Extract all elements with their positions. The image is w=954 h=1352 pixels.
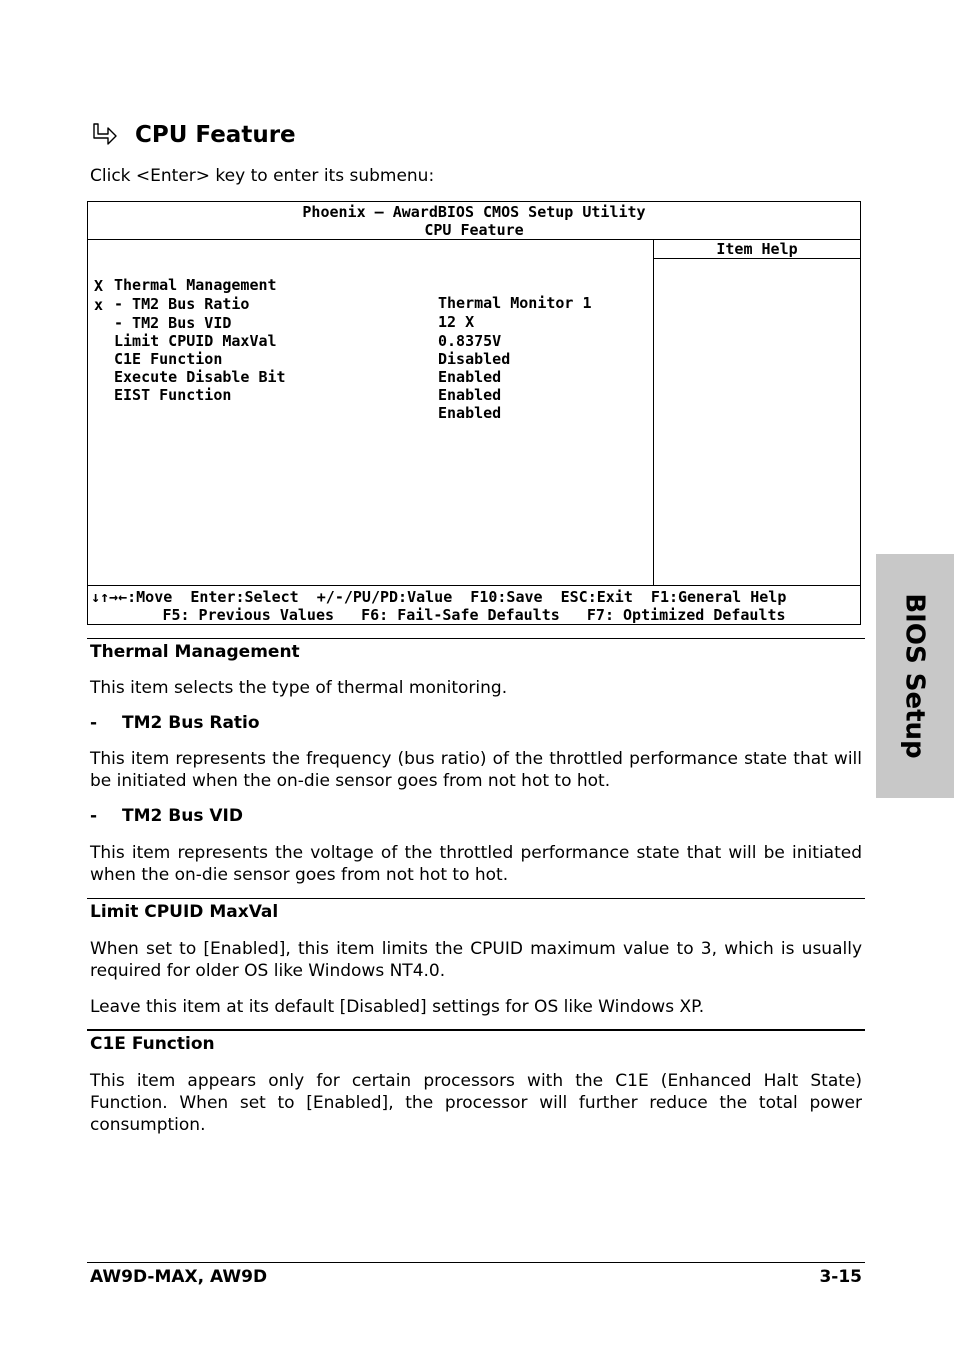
divider bbox=[87, 898, 865, 899]
item-help-divider bbox=[654, 258, 860, 259]
bios-footer-divider bbox=[88, 585, 860, 586]
row-label: - TM2 Bus Ratio bbox=[114, 295, 250, 313]
bios-screen bbox=[87, 201, 861, 625]
row-label: EIST Function bbox=[114, 386, 232, 404]
hollow-arrow-icon bbox=[90, 122, 118, 148]
bios-header-title: Phoenix – AwardBIOS CMOS Setup Utility bbox=[302, 203, 646, 221]
divider bbox=[87, 1029, 865, 1031]
footer-model: AW9D-MAX, AW9D bbox=[90, 1267, 268, 1287]
tm2-bus-vid-heading bbox=[90, 806, 243, 826]
tm2-bus-vid-title: TM2 Bus VID bbox=[122, 806, 243, 826]
bios-key-help-line1: ↓↑→←:Move Enter:Select +/-/PU/PD:Value F10:Save ESC:Exit F1:General Help bbox=[91, 588, 787, 606]
row-label: C1E Function bbox=[114, 350, 223, 368]
limit-cpuid-heading: Limit CPUID MaxVal bbox=[90, 902, 279, 922]
dash: - bbox=[90, 806, 98, 826]
page-number: 3-15 bbox=[819, 1267, 862, 1287]
c1e-function-text: This item appears only for certain processors with the C1E (Enhanced Halt State) Function. When set to [Enabled], the processor will further reduce the total power consumption. bbox=[90, 1071, 862, 1135]
thermal-management-heading: Thermal Management bbox=[90, 642, 300, 662]
row-label: Thermal Management bbox=[114, 276, 277, 294]
bios-header-subtitle: CPU Feature bbox=[424, 221, 524, 239]
row-label: - TM2 Bus VID bbox=[114, 314, 232, 332]
row-mark: X bbox=[94, 277, 104, 295]
row-value[interactable]: Enabled bbox=[438, 386, 502, 404]
row-mark: x bbox=[94, 296, 104, 314]
limit-cpuid-default-text: Leave this item at its default [Disabled] settings for OS like Windows XP. bbox=[90, 997, 705, 1017]
row-value: 12 X bbox=[438, 313, 475, 331]
footer-divider bbox=[87, 1262, 865, 1263]
divider bbox=[87, 638, 865, 639]
section-heading bbox=[90, 122, 296, 148]
tm2-bus-vid-text: This item represents the voltage of the throttled performance state that will be initiated when the on-die sensor goes from not hot to hot. bbox=[90, 843, 862, 885]
row-label: Limit CPUID MaxVal bbox=[114, 332, 277, 350]
chapter-tab-label: BIOS Setup bbox=[900, 593, 930, 759]
chapter-tab bbox=[876, 554, 954, 798]
bios-key-help-line2: F5: Previous Values F6: Fail-Safe Defaults F7: Optimized Defaults bbox=[162, 606, 786, 624]
tm2-bus-ratio-text: This item represents the frequency (bus ratio) of the throttled performance state that will be initiated when the on-die sensor goes from not hot to hot. bbox=[90, 749, 862, 791]
row-value[interactable]: Enabled bbox=[438, 404, 502, 422]
tm2-bus-ratio-heading bbox=[90, 713, 260, 733]
bios-column-divider bbox=[653, 239, 654, 585]
row-value[interactable]: Enabled bbox=[438, 368, 502, 386]
thermal-management-text: This item selects the type of thermal monitoring. bbox=[90, 678, 508, 698]
row-value[interactable]: Disabled bbox=[438, 350, 511, 368]
row-value: 0.8375V bbox=[438, 332, 502, 350]
item-help-title: Item Help bbox=[716, 240, 798, 258]
row-label: Execute Disable Bit bbox=[114, 368, 286, 386]
limit-cpuid-text: When set to [Enabled], this item limits the CPUID maximum value to 3, which is usually required for older OS like Windows NT4.0. bbox=[90, 939, 862, 981]
dash: - bbox=[90, 713, 98, 733]
section-title: CPU Feature bbox=[135, 122, 296, 148]
intro-text: Click <Enter> key to enter its submenu: bbox=[90, 166, 435, 186]
c1e-function-heading: C1E Function bbox=[90, 1034, 215, 1054]
tm2-bus-ratio-title: TM2 Bus Ratio bbox=[122, 713, 260, 733]
row-value[interactable]: Thermal Monitor 1 bbox=[438, 294, 592, 312]
